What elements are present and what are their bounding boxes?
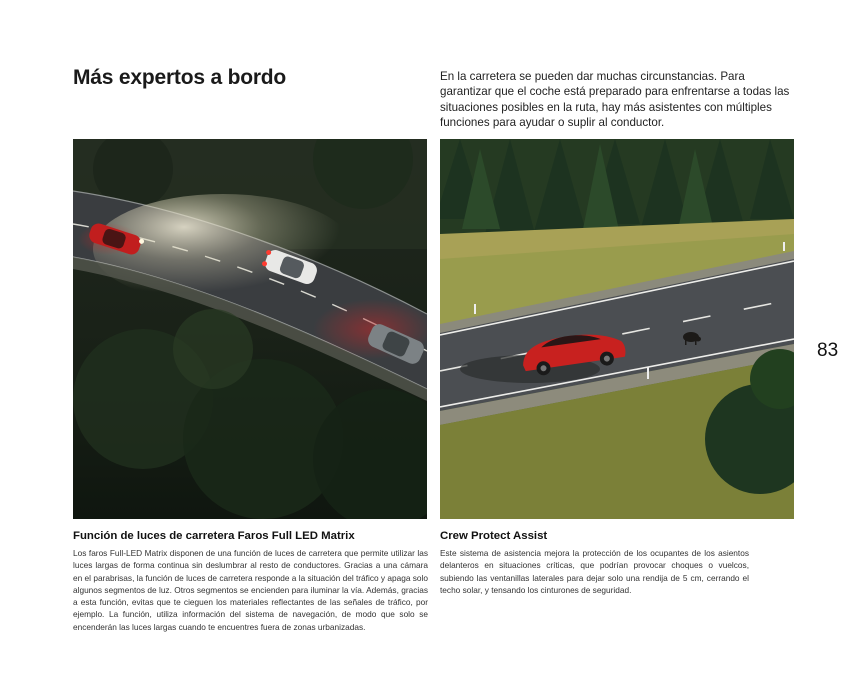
red-car-forest-road-photo [440, 139, 794, 519]
feature-body-crew-protect: Este sistema de asistencia mejora la protección de los ocupantes de los asientos delanteros en situaciones críticas, que podrían provocar choques o vuelcos, subiendo las ventanillas laterales para dejar solo una rendija de 5 cm, cerrando el techo solar, y tensando los cinturones de seguridad. [440, 548, 749, 595]
feature-title-crew-protect: Crew Protect Assist [440, 530, 548, 542]
page-heading: Más expertos a bordo [73, 66, 287, 89]
feature-body-led-matrix: Los faros Full-LED Matrix disponen de una función de luces de carretera que permite utilizar las luces largas de forma continua sin deslumbrar al resto de conductores. Gracias a una cámara en el parabrisas, la función de luces de carretera responde a la situación del tráfico y apaga solo algunos segmentos de luz. Otros segmentos se encienden para iluminar la vía. Además, gracias a esta función, evitas que te cieguen los materiales reflectantes de las señales de tráfico, por ejemplo. La función, utiliza información del sistema de navegación, de modo que solo se encenderán las luces largas cuando te encuentres fuera de zonas urbanizadas. [73, 548, 428, 632]
page-number: 83 [817, 340, 839, 361]
night-road-headlights-photo [73, 139, 427, 519]
intro-paragraph: En la carretera se pueden dar muchas circunstancias. Para garantizar que el coche está preparado para enfrentarse a todas las situaciones posibles en la ruta, hay más asistentes con múltiples funciones para ayudar o suplir al conductor. [440, 70, 790, 129]
feature-title-led-matrix: Función de luces de carretera Faros Full LED Matrix [73, 530, 355, 542]
